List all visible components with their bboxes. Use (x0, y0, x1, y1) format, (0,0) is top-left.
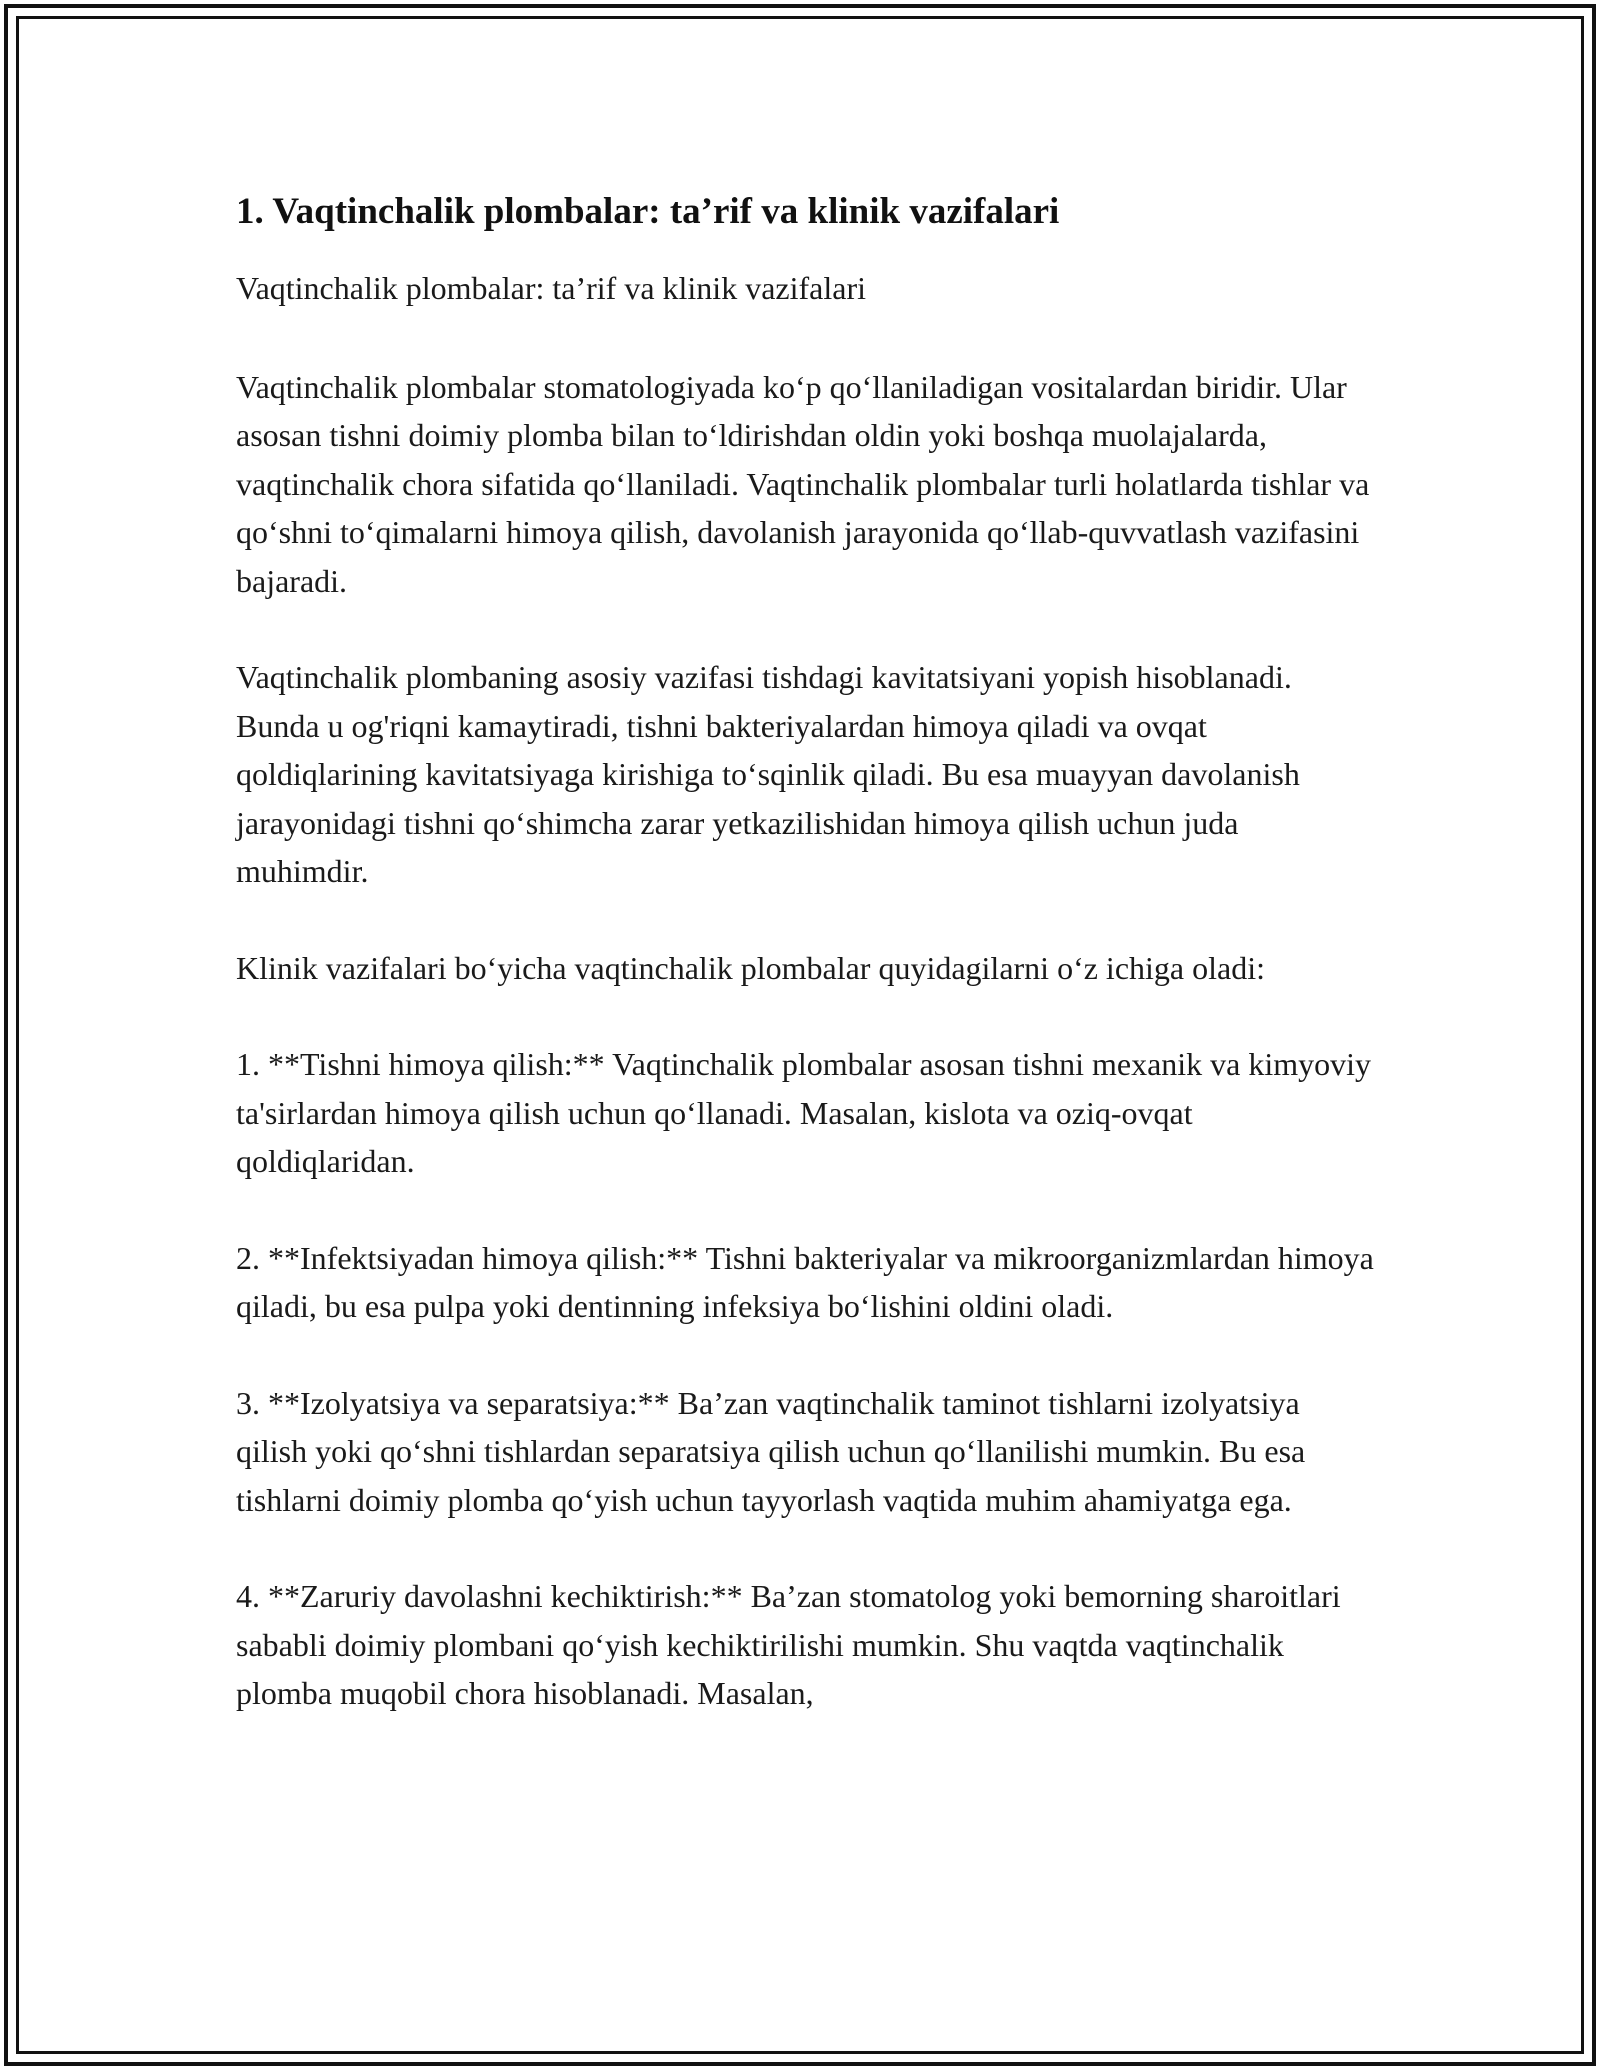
clinical-functions-intro: Klinik vazifalari bo‘yicha vaqtinchalik plombalar quyidagilarni o‘z ichiga oladi: (236, 949, 1265, 986)
subtitle-paragraph: Vaqtinchalik plombalar: ta’rif va klinik vazifalari (236, 270, 866, 306)
list-item-isolation-separation: 3. **Izolyatsiya va separatsiya:** Ba’zan vaqtinchalik taminot tishlarni izolyatsiya qilish yoki qo‘shni tishlardan separatsiya qilish uchun qo‘llanilishi mumkin. Bu esa tishlarni doimiy plomba qo‘yish uchun tayyorlash vaqtida muhim ahamiyatga ega. (236, 1384, 1306, 1518)
document-body (236, 186, 1376, 1766)
intro-paragraph: Vaqtinchalik plombalar stomatologiyada ko‘p qo‘llaniladigan vositalardan biridir. Ular asosan tishni doimiy plomba bilan to‘ldirishdan oldin yoki boshqa muolajalarda, vaqtinchalik chora sifatida qo‘llaniladi. Vaqtinchalik plombalar turli holatlarda tishlar va qo‘shni to‘qimalarni himoya qilish, davolanish jarayonida qo‘llab-quvvatlash vazifasini bajaradi. (236, 368, 1370, 599)
list-item-infection-protection: 2. **Infektsiyadan himoya qilish:** Tishni bakteriyalar va mikroorganizmlardan himoya qiladi, bu esa pulpa yoki dentinning infeksiya bo‘lishini oldini oladi. (236, 1239, 1374, 1324)
section-heading: 1. Vaqtinchalik plombalar: ta’rif va klinik vazifalari (236, 191, 1060, 232)
list-item-tooth-protection: 1. **Tishni himoya qilish:** Vaqtinchalik plombalar asosan tishni mexanik va kimyoviy ta'sirlardan himoya qilish uchun qo‘llanadi. Masalan, kislota va oziq-ovqat qoldiqlaridan. (236, 1046, 1372, 1179)
main-function-paragraph: Vaqtinchalik plombaning asosiy vazifasi tishdagi kavitatsiyani yopish hisoblanadi. Bunda u og'riqni kamaytiradi, tishni bakteriyalardan himoya qiladi va ovqat qoldiqlarining kavitatsiyaga kirishiga to‘sqinlik qiladi. Bu esa muayyan davolanish jarayonidagi tishni qo‘shimcha zarar yetkazilishidan himoya qilish uchun juda muhimdir. (236, 659, 1300, 889)
list-item-delay-treatment: 4. **Zaruriy davolashni kechiktirish:** Ba’zan stomatolog yoki bemorning sharoitlari sababli doimiy plombani qo‘yish kechiktirilishi mumkin. Shu vaqtda vaqtinchalik plomba muqobil chora hisoblanadi. Masalan, (236, 1578, 1341, 1711)
